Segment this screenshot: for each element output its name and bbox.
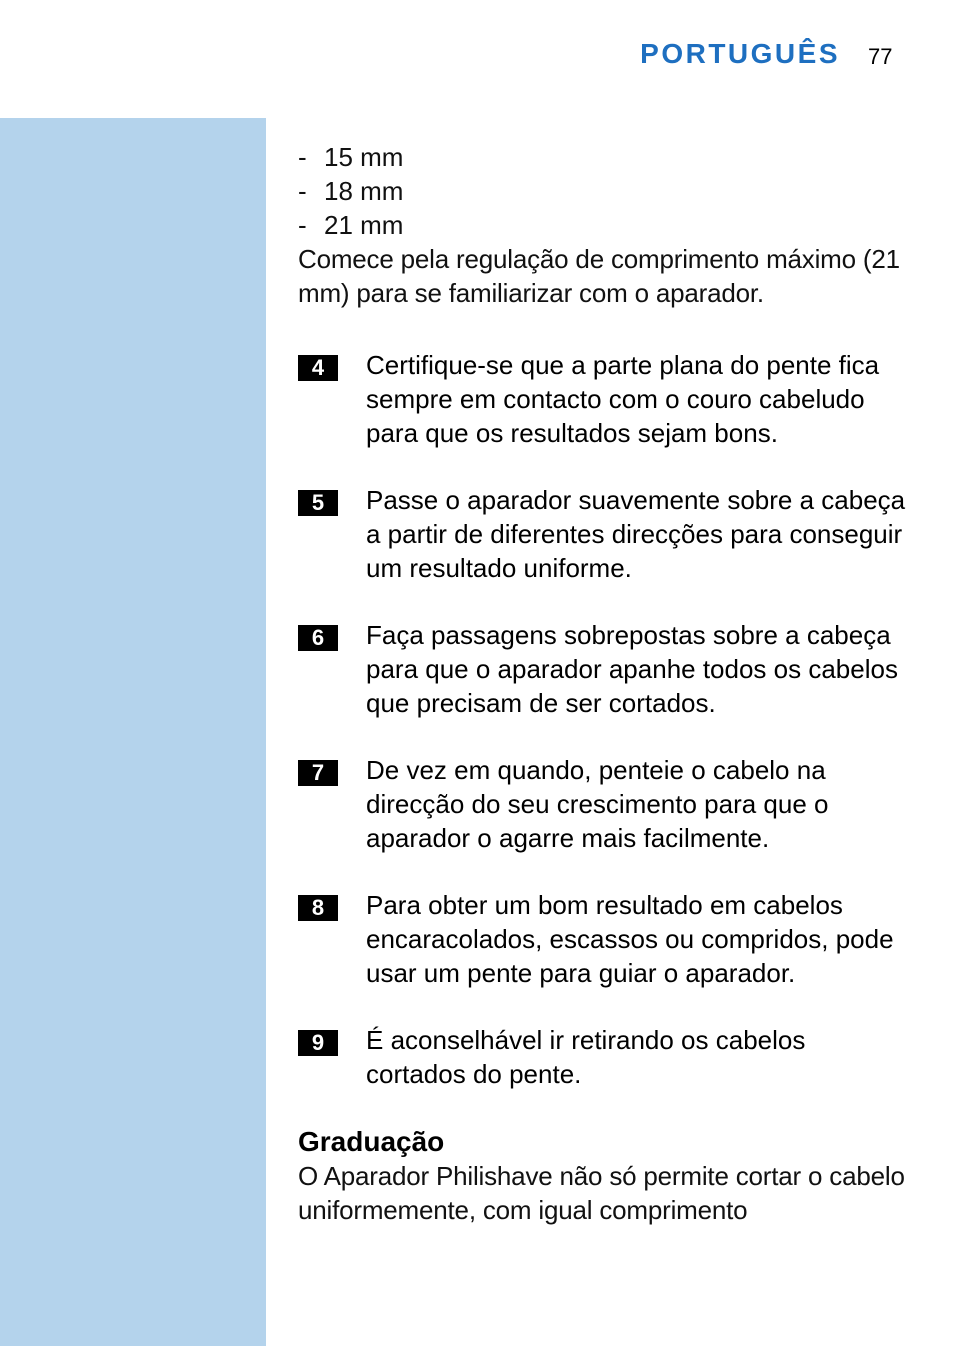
step-item: [298, 348, 908, 450]
step-number-badge: 9: [298, 1030, 338, 1056]
step-text: Passe o aparador suavemente sobre a cabeça a partir de diferentes direcções para conseguir um resultado uniforme.: [366, 485, 906, 583]
list-item-text: 15 mm: [324, 142, 404, 172]
step-text: É aconselhável ir retirando os cabelos cortados do pente.: [366, 1025, 806, 1089]
page-number: 77: [868, 44, 893, 69]
section-heading: Graduação: [298, 1126, 445, 1157]
step-text: Certifique-se que a parte plana do pente fica sempre em contacto com o couro cabeludo para que os resultados sejam bons.: [366, 350, 880, 448]
step-item: [298, 618, 908, 720]
list-item: [298, 208, 908, 242]
step-item: [298, 483, 908, 585]
step-item: [298, 888, 908, 990]
list-dash: -: [298, 210, 307, 240]
step-number-badge: 5: [298, 490, 338, 516]
list-item: [298, 140, 908, 174]
section-body: O Aparador Philishave não só permite cortar o cabelo uniformemente, com igual comprimento: [298, 1161, 905, 1225]
main-content: [298, 140, 908, 1227]
section-language-title: PORTUGUÊS: [640, 38, 840, 69]
step-item: [298, 753, 908, 855]
intro-paragraph: Comece pela regulação de comprimento máximo (21 mm) para se familiarizar com o aparador.: [298, 244, 900, 308]
step-text: Para obter um bom resultado em cabelos encaracolados, escassos ou compridos, pode usar um pente para guiar o aparador.: [366, 890, 894, 988]
step-item: [298, 1023, 908, 1091]
step-number-badge: 4: [298, 355, 338, 381]
step-list: [298, 348, 908, 1091]
step-number-badge: 8: [298, 895, 338, 921]
list-item-text: 18 mm: [324, 176, 404, 206]
list-item: [298, 174, 908, 208]
step-number-badge: 6: [298, 625, 338, 651]
step-text: Faça passagens sobrepostas sobre a cabeça para que o aparador apanhe todos os cabelos que precisam de ser cortados.: [366, 620, 898, 718]
length-list: [298, 140, 908, 242]
step-text: De vez em quando, penteie o cabelo na direcção do seu crescimento para que o aparador o agarre mais facilmente.: [366, 755, 829, 853]
list-item-text: 21 mm: [324, 210, 404, 240]
step-number-badge: 7: [298, 760, 338, 786]
sidebar-panel: [0, 118, 266, 1346]
list-dash: -: [298, 142, 307, 172]
list-dash: -: [298, 176, 307, 206]
